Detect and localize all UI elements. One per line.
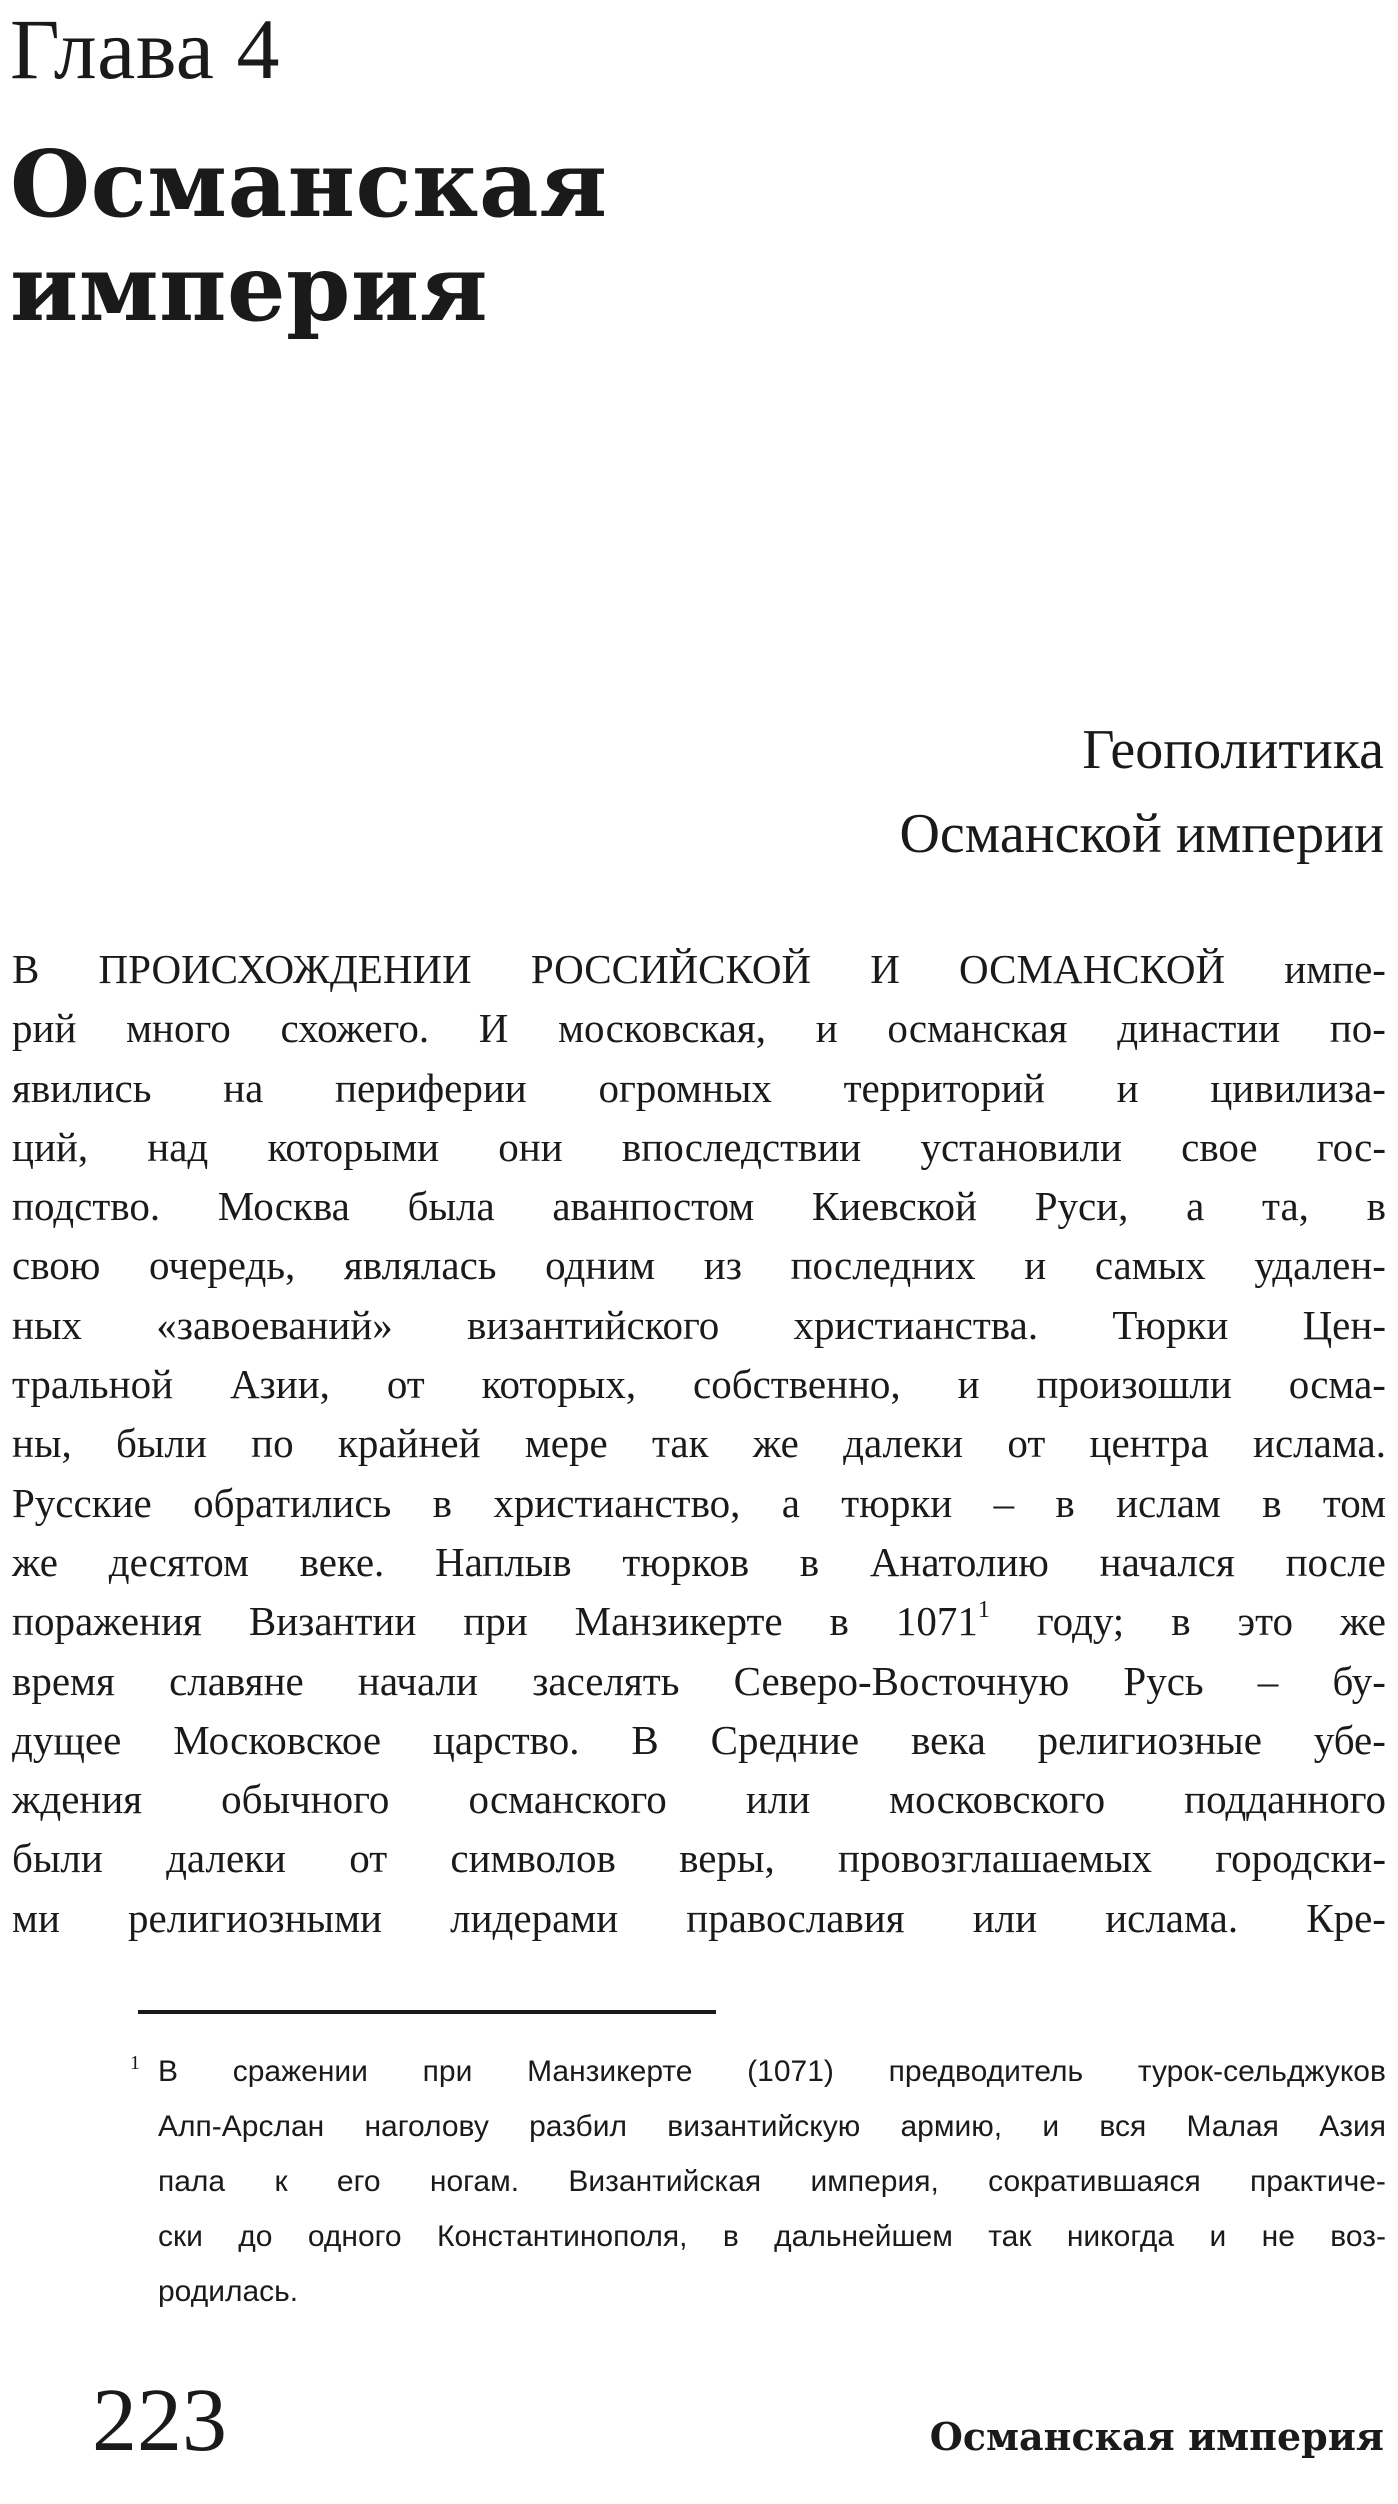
page-number: 223 bbox=[92, 2371, 227, 2470]
body-line: свою очередь, являлась одним из последних и самых удален- bbox=[12, 1242, 1386, 1289]
footnote bbox=[158, 2044, 1386, 2319]
footnote-divider bbox=[138, 2010, 716, 2014]
body-line: ций, над которыми они впоследствии установили свое гос- bbox=[12, 1123, 1386, 1170]
section-heading bbox=[899, 708, 1384, 876]
section-heading-line-2: Османской империи bbox=[899, 803, 1384, 865]
chapter-label: Глава 4 bbox=[10, 1, 280, 97]
footnote-line: Алп-Арслан наголову разбил византийскую армию, и вся Малая Азия bbox=[158, 2110, 1386, 2143]
chapter-title-line-2: империя bbox=[10, 234, 489, 342]
body-line: рий много схожего. И московская, и османская династии по- bbox=[12, 1005, 1386, 1052]
body-line: время славяне начали заселять Северо-Восточную Русь – бу- bbox=[12, 1657, 1386, 1704]
body-line: ны, были по крайней мере так же далеки от центра ислама. bbox=[12, 1420, 1386, 1467]
body-line: же десятом веке. Наплыв тюрков в Анатолию начался после bbox=[12, 1538, 1386, 1585]
body-line: явились на периферии огромных территорий и цивилиза- bbox=[12, 1064, 1386, 1111]
footnote-line: пала к его ногам. Византийская империя, сократившаяся практиче- bbox=[158, 2165, 1386, 2198]
footnote-line: родилась. bbox=[158, 2275, 299, 2308]
body-line: ми религиозными лидерами православия или ислама. Кре- bbox=[12, 1894, 1386, 1941]
body-line: ных «завоеваний» византийского христианства. Тюрки Цен- bbox=[12, 1301, 1386, 1348]
body-line: поражения Византии при Манзикерте в 1071$^1$ году; в это же bbox=[12, 1596, 1386, 1645]
body-line: В ПРОИСХОЖДЕНИИ РОССИЙСКОЙ И ОСМАНСКОЙ импе- bbox=[12, 946, 1386, 992]
body-paragraph bbox=[12, 940, 1386, 1948]
body-line: подство. Москва была аванпостом Киевской Руси, а та, в bbox=[12, 1183, 1386, 1230]
body-line: ждения обычного османского или московского подданного bbox=[12, 1776, 1386, 1823]
footnote-marker: 1 bbox=[130, 2052, 140, 2074]
chapter-title-line-1: Османская bbox=[10, 130, 608, 238]
body-line: были далеки от символов веры, провозглашаемых городски- bbox=[12, 1835, 1386, 1882]
running-head: Османская империя bbox=[929, 2414, 1384, 2459]
chapter-title bbox=[10, 132, 910, 340]
section-heading-line-1: Геополитика bbox=[1082, 719, 1384, 781]
body-line: дущее Московское царство. В Средние века религиозные убе- bbox=[12, 1716, 1386, 1763]
footnote-line: ски до одного Константинополя, в дальнейшем так никогда и не воз- bbox=[158, 2220, 1386, 2253]
body-line: Русские обратились в христианство, а тюрки – в ислам в том bbox=[12, 1479, 1386, 1526]
footnote-reference[interactable]: 1 bbox=[977, 1596, 990, 1623]
footnote-line: В сражении при Манзикерте (1071) предводитель турок-сельджуков bbox=[158, 2055, 1386, 2088]
body-line: тральной Азии, от которых, собственно, и произошли осма- bbox=[12, 1361, 1386, 1408]
